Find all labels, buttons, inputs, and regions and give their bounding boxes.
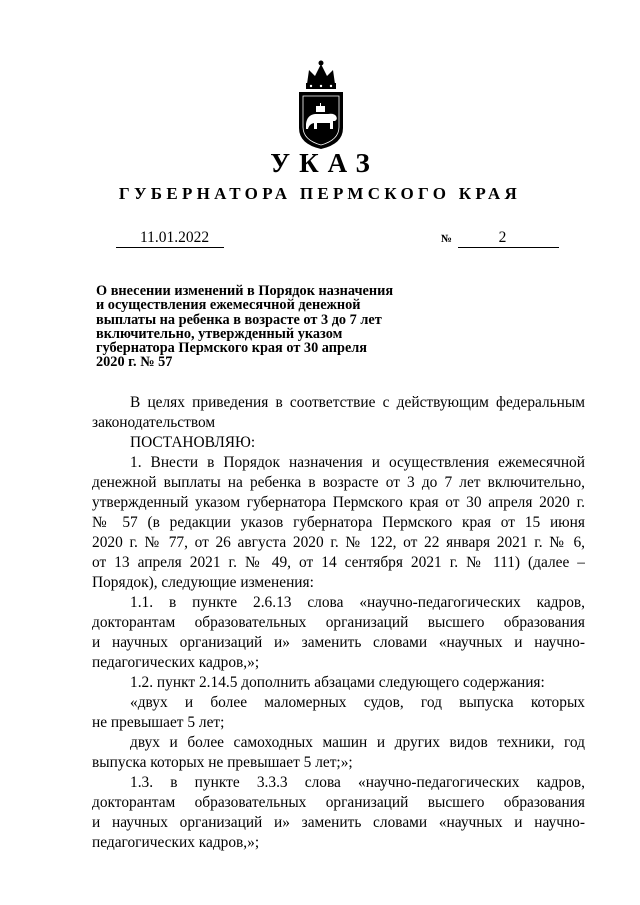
body-line: не превышает 5 лет;: [92, 714, 225, 731]
decree-word: ПОСТАНОВЛЯЮ:: [130, 434, 256, 451]
body-line: двух и более самоходных машин и других видов техники, год: [130, 734, 585, 751]
body-line: 1.3. в пункте 3.3.3 слова «научно-педагогических кадров,: [130, 774, 585, 791]
body-line: 1.1. в пункте 2.6.13 слова «научно-педагогических кадров,: [130, 594, 585, 611]
document-date: 11.01.2022: [116, 228, 224, 248]
body-line: В целях приведения в соответствие с действующим федеральным: [130, 394, 585, 411]
body-line: педагогических кадров,»;: [92, 654, 260, 671]
body-line: выпуска которых не превышает 5 лет;»;: [92, 754, 353, 771]
body-line: Порядок), следующие изменения:: [92, 574, 314, 591]
body-line: докторантам образовательных организаций высшего образования: [92, 794, 585, 811]
body-line: и научных организаций и» заменить словами «научных и научно-: [92, 814, 585, 831]
body-line: педагогических кадров,»;: [92, 834, 260, 851]
document-subtitle: ГУБЕРНАТОРА ПЕРМСКОГО КРАЯ: [118, 184, 522, 203]
heading-line: губернатора Пермского края от 30 апреля: [96, 340, 368, 357]
document-title: УКАЗ: [270, 148, 379, 178]
document-heading: [96, 284, 436, 370]
body-line: докторантам образовательных организаций высшего образования: [92, 614, 585, 631]
body-line: 1. Внести в Порядок назначения и осуществления ежемесячной: [130, 454, 585, 471]
body-line: утвержденный указом губернатора Пермского края от 30 апреля 2020 г.: [92, 494, 585, 511]
body-line: от 13 апреля 2021 г. № 49, от 14 сентября 2021 г. № 111) (далее –: [92, 554, 585, 571]
body-line: «двух и более маломерных судов, год выпуска которых: [130, 694, 585, 711]
heading-line: выплаты на ребенка в возрасте от 3 до 7 лет: [96, 311, 382, 328]
body-line: законодательством: [92, 414, 216, 431]
heading-line: 2020 г. № 57: [96, 354, 173, 371]
heading-line: и осуществления ежемесячной денежной: [96, 297, 361, 314]
body-line: 1.2. пункт 2.14.5 дополнить абзацами следующего содержания:: [130, 674, 545, 691]
number-sign: №: [441, 233, 453, 245]
body-line: № 57 (в редакции указов губернатора Пермского края от 15 июня: [92, 514, 585, 531]
body-line: и научных организаций и» заменить словами «научных и научно-: [92, 634, 585, 651]
heading-line: включительно, утвержденный указом: [96, 325, 343, 342]
coat-of-arms-icon: [295, 58, 347, 150]
body-line: денежной выплаты на ребенка в возрасте от 3 до 7 лет включительно,: [92, 474, 585, 491]
body-line: 2020 г. № 77, от 26 августа 2020 г. № 122, от 22 января 2021 г. № 6,: [92, 534, 585, 551]
document-number: 2: [458, 228, 559, 248]
document-body: [92, 393, 585, 853]
heading-line: О внесении изменений в Порядок назначения: [96, 283, 394, 299]
